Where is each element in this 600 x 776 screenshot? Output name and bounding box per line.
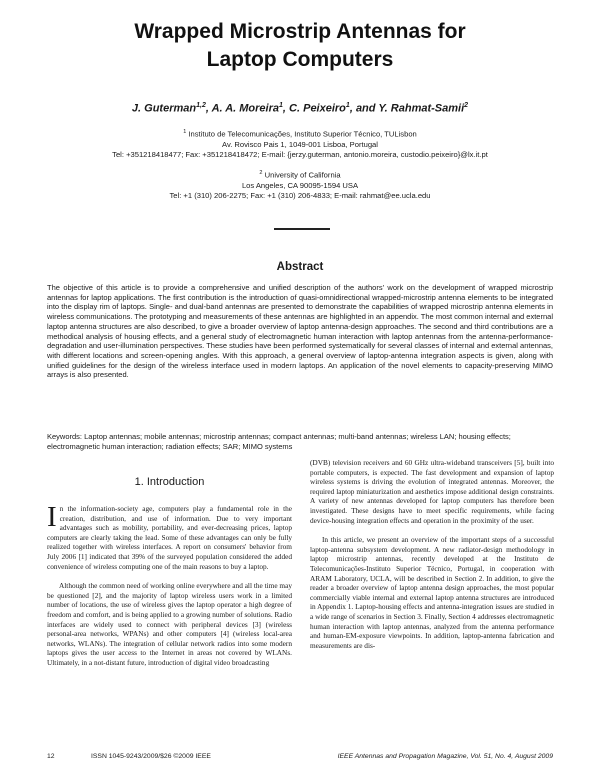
title-line-1: Wrapped Microstrip Antennas for xyxy=(134,20,466,43)
keywords: Keywords: Laptop antennas; mobile antennas; microstrip antennas; compact antennas; multi-band antennas; wireless LAN; housing effects; electromagnetic human interaction; radiation effects; SAR; MIMO systems xyxy=(47,432,511,451)
page-number: 12 xyxy=(47,753,55,760)
intro-paragraph-1-text: n the information-society age, computers play a fundamental role in the creation, distribution, and use of information. Due to very important advantages such as mobility, portability, and ever-decreasing prices, laptop computers are clearly taking the lead. Some of these advantages can only be fully realized together with wireless interfaces. A report on consumers' behavior from July 2006 [1] indicated that 39% of the surveyed population considered the added convenience of wireless computing one of the main reasons to buy a laptop. xyxy=(47,504,292,571)
author-1-affil: 1,2 xyxy=(196,102,206,109)
intro-paragraph-1 xyxy=(47,501,292,571)
intro-paragraph-2: Although the common need of working online everywhere and all the time may be questioned [2], and the majority of laptop wireless users work in a limited number of locations, the use of wireless gives the laptop operator a high degree of freedom and comfort, and is being applied to a growing number of solutions. Radio interfaces are widely used to connect with peripheral devices [3] (wireless personal-area networks, WPANs) and other computers [4] (wireless local-area networks, WLANs). The integration of cellular network radios into some modern laptops gives the user access to the Internet in areas not covered by WLANs. Ultimately, in a not-distant future, introduction of digital video broadcasting xyxy=(47,581,292,667)
affiliation-2-line-1: University of California xyxy=(264,170,341,180)
issn-line: ISSN 1045-9243/2009/$26 ©2009 IEEE xyxy=(91,753,211,760)
author-2-affil: 1 xyxy=(279,102,283,109)
affiliation-2-line-2: Los Angeles, CA 90095-1594 USA xyxy=(241,180,359,190)
affiliation-1-marker: 1 xyxy=(183,129,187,135)
journal-citation: IEEE Antennas and Propagation Magazine, Vol. 51, No. 4, August 2009 xyxy=(337,753,553,760)
affiliation-2-marker: 2 xyxy=(259,170,263,176)
title-line-2: Laptop Computers xyxy=(206,48,394,71)
affiliation-1-line-3: Tel: +351218418477; Fax: +351218418472; E-mail: {jerzy.guterman, antonio.moreira, custodio.peixeiro}@lx.it.pt xyxy=(112,149,488,159)
page-footer xyxy=(47,753,553,763)
section-heading-introduction: 1. Introduction xyxy=(134,476,205,488)
left-column xyxy=(47,501,292,668)
abstract-heading: Abstract xyxy=(276,261,324,273)
drop-cap: I xyxy=(47,501,57,533)
author-4-affil: 2 xyxy=(464,102,469,109)
affiliation-1 xyxy=(0,127,600,160)
paper-title xyxy=(0,18,600,74)
affiliation-2 xyxy=(0,168,600,201)
abstract-text: The objective of this article is to provide a comprehensive and unified description of the authors' work on the development of wrapped microstrip antennas for laptop applications. The first contribution is the introduction of quasi-omnidirectional wrapped-microstrip antenna elements to be integrated into the display rim of laptops. Single- and dual-band antennas are presented to demonstrate the capabilities of wrapped microstrip antenna elements in wireless communications. The prototyping and measurements of these antennas are highlighted in an appendix. The most common internal and external laptop antenna structures are also described, to give a broader overview of laptop antenna-design approaches. The second and third contributions are a methodical analysis of housing effects, and a general study of electromagnetic human interaction with laptop antennas from the antenna-performance-degradation and user-illumination perspectives. These studies have been performed systematically for several classes of internal and external antennas, with different locations and screen-opening angles. With this approach, a general overview of laptop-antenna integration aspects is given, along with unified guidelines for the design of the wireless interface used in modern laptops. An application of the novel elements to capacity-preserving MIMO arrays is also presented. xyxy=(47,283,553,380)
author-list: J. Guterman$^{1,2}$, A. A. Moreira$^1$, C. Peixeiro$^1$, and Y. Rahmat-Samii$^2$ xyxy=(131,102,469,115)
author-3: C. Peixeiro xyxy=(289,102,346,115)
intro-paragraph-4: In this article, we present an overview of the important steps of a successful laptop-antenna subsystem development. A new radiator-design methodology in laptop microstrip antennas, recently developed at the Instituto de Telecomunicações-Instituto Superior Técnico, Portugal, in cooperation with ARAM Laboratory, UCLA, will be described in Section 2. In addition, to give the reader a broader overview of laptop antenna design approaches, the most popular commercially viable internal and external laptop antenna structures are introduced in Appendix 1. Laptop-housing effects and antenna-integration issues are studied in a wide range of scenarios in Section 3. Finally, Section 4 addresses electromagnetic human interaction with laptop antennas, analyzed from the antenna performance and human-EM-exposure viewpoints. In addition, laptop-antenna fabrication and measurements are dis- xyxy=(310,535,554,650)
author-2: A. A. Moreira xyxy=(211,102,280,115)
author-4: and Y. Rahmat-Samii xyxy=(355,102,465,115)
affiliation-1-line-2: Av. Rovisco Pais 1, 1049-001 Lisboa, Portugal xyxy=(222,139,378,149)
author-3-affil: 1 xyxy=(345,102,350,109)
affiliation-1-line-1: Instituto de Telecomunicações, Instituto Superior Técnico, TULisbon xyxy=(188,129,417,139)
header-divider xyxy=(274,228,330,230)
right-column xyxy=(310,458,554,650)
affiliation-2-line-3: Tel: +1 (310) 206-2275; Fax: +1 (310) 206-4833; E-mail: rahmat@ee.ucla.edu xyxy=(169,190,431,200)
author-1: J. Guterman xyxy=(131,102,197,115)
intro-paragraph-3: (DVB) television receivers and 60 GHz ultra-wideband transceivers [5], built into portable computers, is expected. The fast development and expansion of laptop wireless systems is driving the evolution of integrated antennas. Moreover, the required laptop miniaturization and aesthetics impose additional design constraints. A variety of new antennas developed for laptop computers has therefore been investigated. These designs have to meet specific requirements, while facing device-housing integration effects and operation in the proximity of the user. xyxy=(310,458,554,525)
